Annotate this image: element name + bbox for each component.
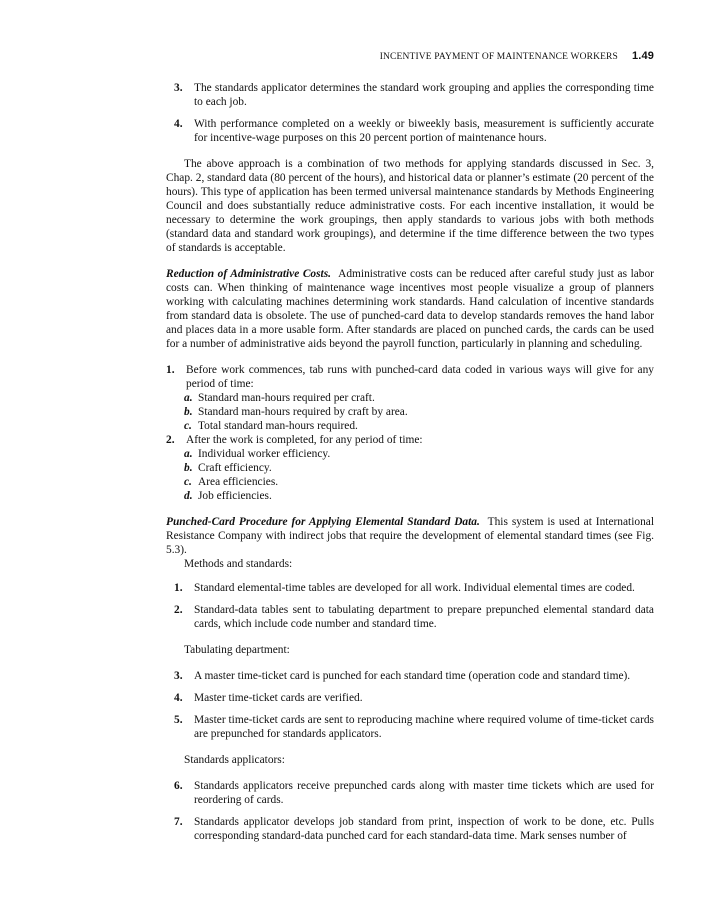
paragraph-admin-costs (166, 267, 654, 351)
list-number: 6. (174, 780, 183, 792)
sub-item (166, 391, 654, 405)
list-text: After the work is completed, for any period of time: (186, 434, 423, 446)
sub-text: Total standard man-hours required. (198, 420, 358, 432)
list-number: 2. (174, 604, 183, 616)
list-item (166, 815, 654, 843)
sub-item (166, 461, 654, 475)
sub-letter: b. (184, 462, 193, 474)
sub-item (166, 489, 654, 503)
list-item (166, 581, 654, 595)
list-number: 5. (174, 714, 183, 726)
paragraph-punched-card (166, 515, 654, 557)
list-text: Standard-data tables sent to tabulating department to prepare prepunched elemental standard data cards, which include code number and standard time. (194, 604, 654, 630)
list-number: 3. (174, 670, 183, 682)
section-heading-punched: Punched-Card Procedure for Applying Elemental Standard Data. (166, 516, 480, 528)
list-text: With performance completed on a weekly or biweekly basis, measurement is sufficiently accurate for incentive-wage purposes on this 20 percent portion of maintenance hours. (194, 118, 654, 144)
sub-text: Craft efficiency. (198, 462, 272, 474)
list-item (166, 603, 654, 631)
sub-text: Standard man-hours required by craft by area. (198, 406, 408, 418)
list-item (166, 433, 654, 447)
list-number: 2. (166, 434, 175, 446)
admin-text: Administrative costs can be reduced after careful study just as labor costs can. When thinking of maintenance wage incentives most people visualize a group of planners working with calculating machines determining work standards. Hand calculation of incentive standards from standard data is obsolete. The use of punched-card data to develop standards removes the hand labor and places data in a more usable form. After standards are placed on punched cards, the cards can be used for a number of administrative aids beyond the payroll function, particularly in planning and scheduling. (166, 268, 654, 350)
list-number: 7. (174, 816, 183, 828)
methods-label: Methods and standards: (184, 558, 293, 570)
header-title: INCENTIVE PAYMENT OF MAINTENANCE WORKERS (379, 52, 618, 62)
list-number: 1. (166, 364, 175, 376)
list-text: A master time-ticket card is punched for each standard time (operation code and standard time). (194, 670, 631, 682)
tabulating-label: Tabulating department: (184, 644, 290, 656)
list-text: Standards applicators receive prepunched cards along with master time tickets which are used for reordering of cards. (194, 780, 654, 806)
sub-item (166, 419, 654, 433)
sub-text: Individual worker efficiency. (198, 448, 331, 460)
list-text: Before work commences, tab runs with punched-card data coded in various ways will give for any period of time: (186, 364, 654, 390)
running-header (164, 50, 654, 62)
sub-item (166, 405, 654, 419)
list-item (166, 691, 654, 705)
admin-list (166, 363, 654, 503)
sub-letter: d. (184, 490, 193, 502)
list-text: Standards applicator develops job standard from print, inspection of work to be done, etc. Pulls corresponding standard-data punched card for each standard-data time. Mark senses number of (194, 816, 654, 842)
list-number: 1. (174, 582, 183, 594)
sub-text: Area efficiencies. (198, 476, 279, 488)
page-number: 1.49 (631, 50, 654, 62)
sub-letter: c. (184, 420, 192, 432)
list-item (166, 713, 654, 741)
page-content (166, 81, 654, 843)
list-text: Standard elemental-time tables are developed for all work. Individual elemental times are coded. (194, 582, 635, 594)
sub-letter: b. (184, 406, 193, 418)
sub-text: Standard man-hours required per craft. (198, 392, 375, 404)
list-number: 3. (174, 82, 183, 94)
list-item (166, 117, 654, 145)
list-text: Master time-ticket cards are sent to reproducing machine where required volume of time-ticket cards are prepunched for standards applicators. (194, 714, 654, 740)
sub-text: Job efficiencies. (198, 490, 272, 502)
list-number: 4. (174, 692, 183, 704)
list-item (166, 81, 654, 109)
list-text: Master time-ticket cards are verified. (194, 692, 363, 704)
section-heading-admin: Reduction of Administrative Costs. (166, 268, 332, 280)
list-item (166, 779, 654, 807)
list-item (166, 363, 654, 391)
sub-item (166, 447, 654, 461)
list-text: The standards applicator determines the standard work grouping and applies the corresponding time to each job. (194, 82, 654, 108)
sub-letter: a. (184, 448, 193, 460)
sub-letter: c. (184, 476, 192, 488)
sub-letter: a. (184, 392, 193, 404)
list-item (166, 669, 654, 683)
list-number: 4. (174, 118, 183, 130)
punched-text: This system is used at International Resistance Company with indirect jobs that require the development of elemental standard times (see Fig. 5.3). (166, 516, 654, 556)
paragraph-approach: The above approach is a combination of two methods for applying standards discussed in Sec. 3, Chap. 2, standard data (80 percent of the hours), and historical data or planner’s estimate (20 percent of the hours). This type of application has been termed universal maintenance standards by Methods Engineering Council and does substantially reduce administrative costs. For each incentive installation, it would be necessary to determine the work groupings, then apply standards to various jobs with both methods (standard data and standard work groupings), and determine if the time difference between the two types of standards is acceptable. (166, 158, 654, 254)
applicators-label: Standards applicators: (184, 754, 285, 766)
sub-item (166, 475, 654, 489)
